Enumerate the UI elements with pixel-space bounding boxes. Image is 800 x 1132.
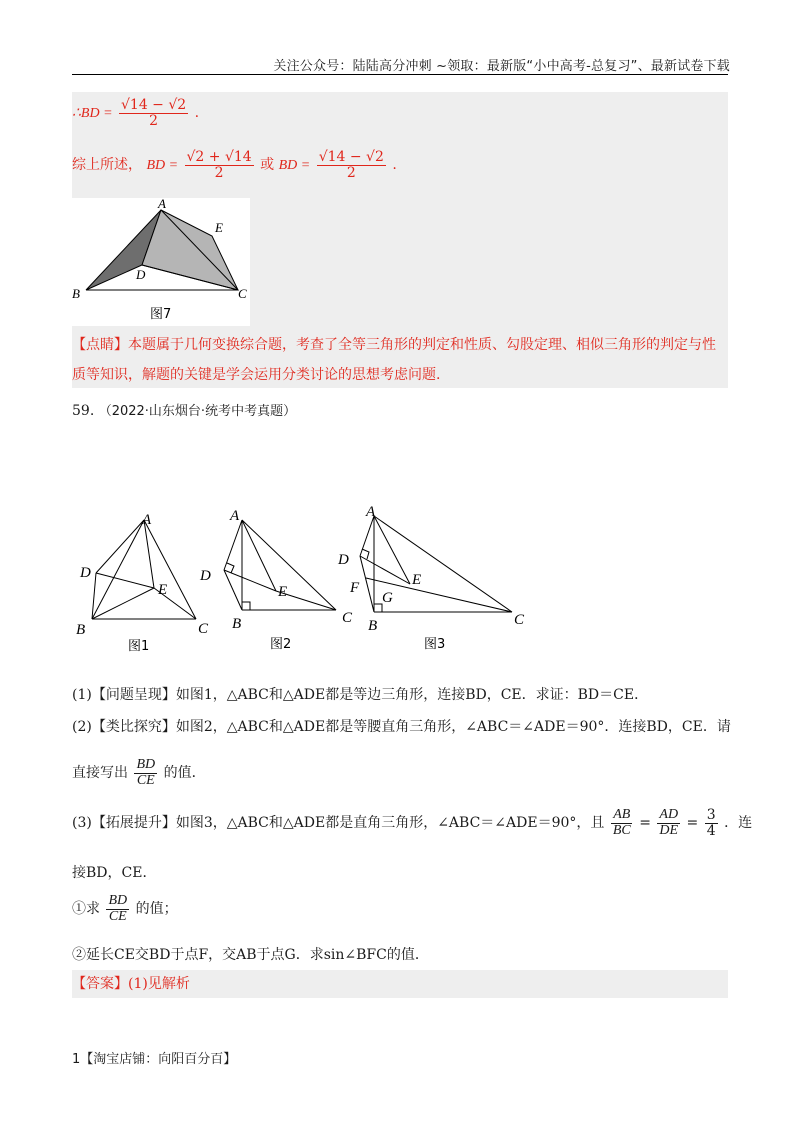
comment-text: 本题属于几何变换综合题，考查了全等三角形的判定和性质、勾股定理、相似三角形的判定与性质等知识，解题的关键是学会运用分类讨论的思想考虑问题. — [72, 337, 716, 383]
bd-fraction-2 — [317, 150, 386, 180]
fig7-label-b: B — [72, 286, 80, 301]
fig2-label-b: B — [232, 616, 242, 632]
problem-heading — [72, 400, 296, 419]
ab-numerator: AB — [613, 807, 631, 822]
bd-fraction-1-denominator: 2 — [214, 164, 224, 181]
answer-text: (1)见解析 — [128, 976, 190, 992]
part-3-text-line-1 — [72, 808, 752, 838]
fig2-caption: 图2 — [270, 637, 292, 652]
bd-fraction-denominator: 2 — [149, 112, 159, 129]
fig1-label-e: E — [158, 582, 168, 598]
fig1-line-be — [92, 588, 154, 619]
fig1-line-ac — [144, 520, 196, 619]
fig3-label-f: F — [350, 580, 360, 596]
fig1-caption: 图1 — [128, 639, 150, 654]
sub-1-denominator: CE — [108, 908, 127, 924]
ad-numerator: AD — [659, 807, 679, 822]
fig2-line-ac — [242, 520, 336, 610]
fig3-caption: 图3 — [424, 637, 446, 652]
fig1-label-b: B — [76, 622, 86, 638]
fig3-line-ac — [374, 516, 512, 612]
fig1-label-d: D — [80, 565, 91, 581]
fig1-label-c: C — [198, 621, 209, 637]
fig3-label-b: B — [368, 618, 378, 634]
equals-sign-1: = — [639, 815, 651, 832]
figure-2 — [199, 508, 353, 652]
bd-expression-label: ∴BD = — [72, 106, 113, 122]
sub-question-1 — [72, 894, 178, 924]
bd-fraction-1-numerator: √2 + √14 — [186, 149, 252, 165]
fig3-label-c: C — [514, 612, 525, 628]
bd-fraction — [119, 98, 188, 128]
line-end-period-2: . — [392, 157, 397, 174]
three-quarters-fraction — [705, 808, 718, 838]
part-2-suffix: 的值． — [163, 765, 206, 782]
ab-bc-fraction — [611, 808, 633, 838]
fig2-label-a: A — [230, 508, 240, 524]
bd-fraction-2-denominator: 2 — [346, 164, 356, 181]
fig3-label-a: A — [366, 504, 376, 520]
sub-1-prefix: ①求 — [72, 901, 100, 918]
figure-7 — [72, 198, 250, 326]
page-footer: 1【淘宝店铺：向阳百分百】 — [72, 1052, 237, 1067]
part-1-text: (1)【问题呈现】如图1，△ABC和△ADE都是等边三角形，连接BD，CE．求证：BD＝CE． — [72, 687, 649, 703]
bd-ce-fraction — [134, 758, 157, 788]
summary-prefix: 综上所述， — [72, 157, 142, 174]
fig3-label-d: D — [338, 552, 349, 568]
fig1-label-a: A — [142, 512, 152, 528]
problem-source: （2022·山东烟台·统考中考真题） — [98, 404, 297, 419]
fig2-right-angle-b — [242, 602, 250, 610]
fig3-line-ad — [360, 516, 374, 556]
fig2-line-ae — [242, 520, 276, 591]
fig7-caption: 图7 — [150, 307, 172, 322]
answer-label: 【答案】 — [72, 976, 128, 992]
sub-1-fraction — [106, 894, 129, 924]
part-2-text-line-1: (2)【类比探究】如图2，△ABC和△ADE都是等腰直角三角形，∠ABC＝∠ADE＝90°．连接BD，CE．请 — [72, 719, 731, 735]
sub-question-2: ②延长CE交BD于点F，交AB于点G．求sin∠BFC的值． — [72, 947, 429, 963]
ad-de-fraction — [657, 808, 680, 838]
line-end-period: . — [194, 105, 200, 122]
equals-sign-2: = — [686, 815, 699, 832]
bc-denominator: BC — [612, 822, 631, 838]
bd-fraction-numerator: √14 − √2 — [120, 97, 187, 113]
solution-line-1 — [72, 98, 199, 128]
bd-ce-denominator: CE — [136, 772, 155, 788]
bd-fraction-2-numerator: √14 − √2 — [318, 149, 384, 165]
fig3-label-e: E — [412, 572, 422, 588]
four-denominator: 4 — [706, 822, 716, 839]
fig3-line-bd — [360, 556, 374, 612]
figure-1 — [76, 512, 209, 654]
fig7-label-a: A — [158, 198, 166, 211]
answer-bar — [72, 970, 728, 998]
fig2-label-d: D — [200, 568, 211, 584]
bd-label-2: BD = — [278, 158, 311, 174]
fig2-line-ad — [224, 520, 242, 570]
page-header-text: 关注公众号：陆陆高分冲刺 ~领取：最新版“小中高考-总复习”、最新试卷下载 — [273, 59, 730, 74]
fig2-label-e: E — [278, 584, 288, 600]
part-3-text-line-2: 接BD，CE． — [72, 865, 157, 881]
bd-ce-numerator: BD — [136, 757, 156, 772]
fig7-label-e: E — [215, 220, 223, 235]
header-divider — [72, 74, 728, 75]
part-3-suffix: ．连 — [724, 815, 753, 832]
fig7-label-c: C — [238, 286, 247, 301]
fig3-label-g: G — [382, 590, 393, 606]
fig3-right-angle-b — [374, 604, 382, 612]
part-3-prefix: (3)【拓展提升】如图3，△ABC和△ADE都是直角三角形，∠ABC＝∠ADE＝90°，且 — [72, 815, 605, 832]
figure-3 — [337, 504, 525, 652]
comment-label: 【点睛】 — [72, 337, 128, 353]
part-2-text-line-2 — [72, 758, 206, 788]
solution-line-2 — [72, 150, 397, 180]
three-numerator: 3 — [706, 807, 716, 823]
comment-paragraph — [72, 330, 728, 390]
part-2-prefix: 直接写出 — [72, 765, 128, 782]
problem-figures — [72, 500, 542, 660]
fig7-label-d: D — [136, 267, 146, 282]
problem-number: 59. — [72, 403, 95, 419]
de-denominator: DE — [659, 822, 679, 838]
or-word: 或 — [260, 157, 275, 174]
bd-label-1: BD = — [146, 158, 179, 174]
sub-1-numerator: BD — [108, 893, 128, 908]
bd-fraction-1 — [185, 150, 254, 180]
fig1-line-de — [96, 573, 154, 588]
sub-1-suffix: 的值； — [135, 901, 178, 918]
fig2-label-c: C — [342, 610, 353, 626]
